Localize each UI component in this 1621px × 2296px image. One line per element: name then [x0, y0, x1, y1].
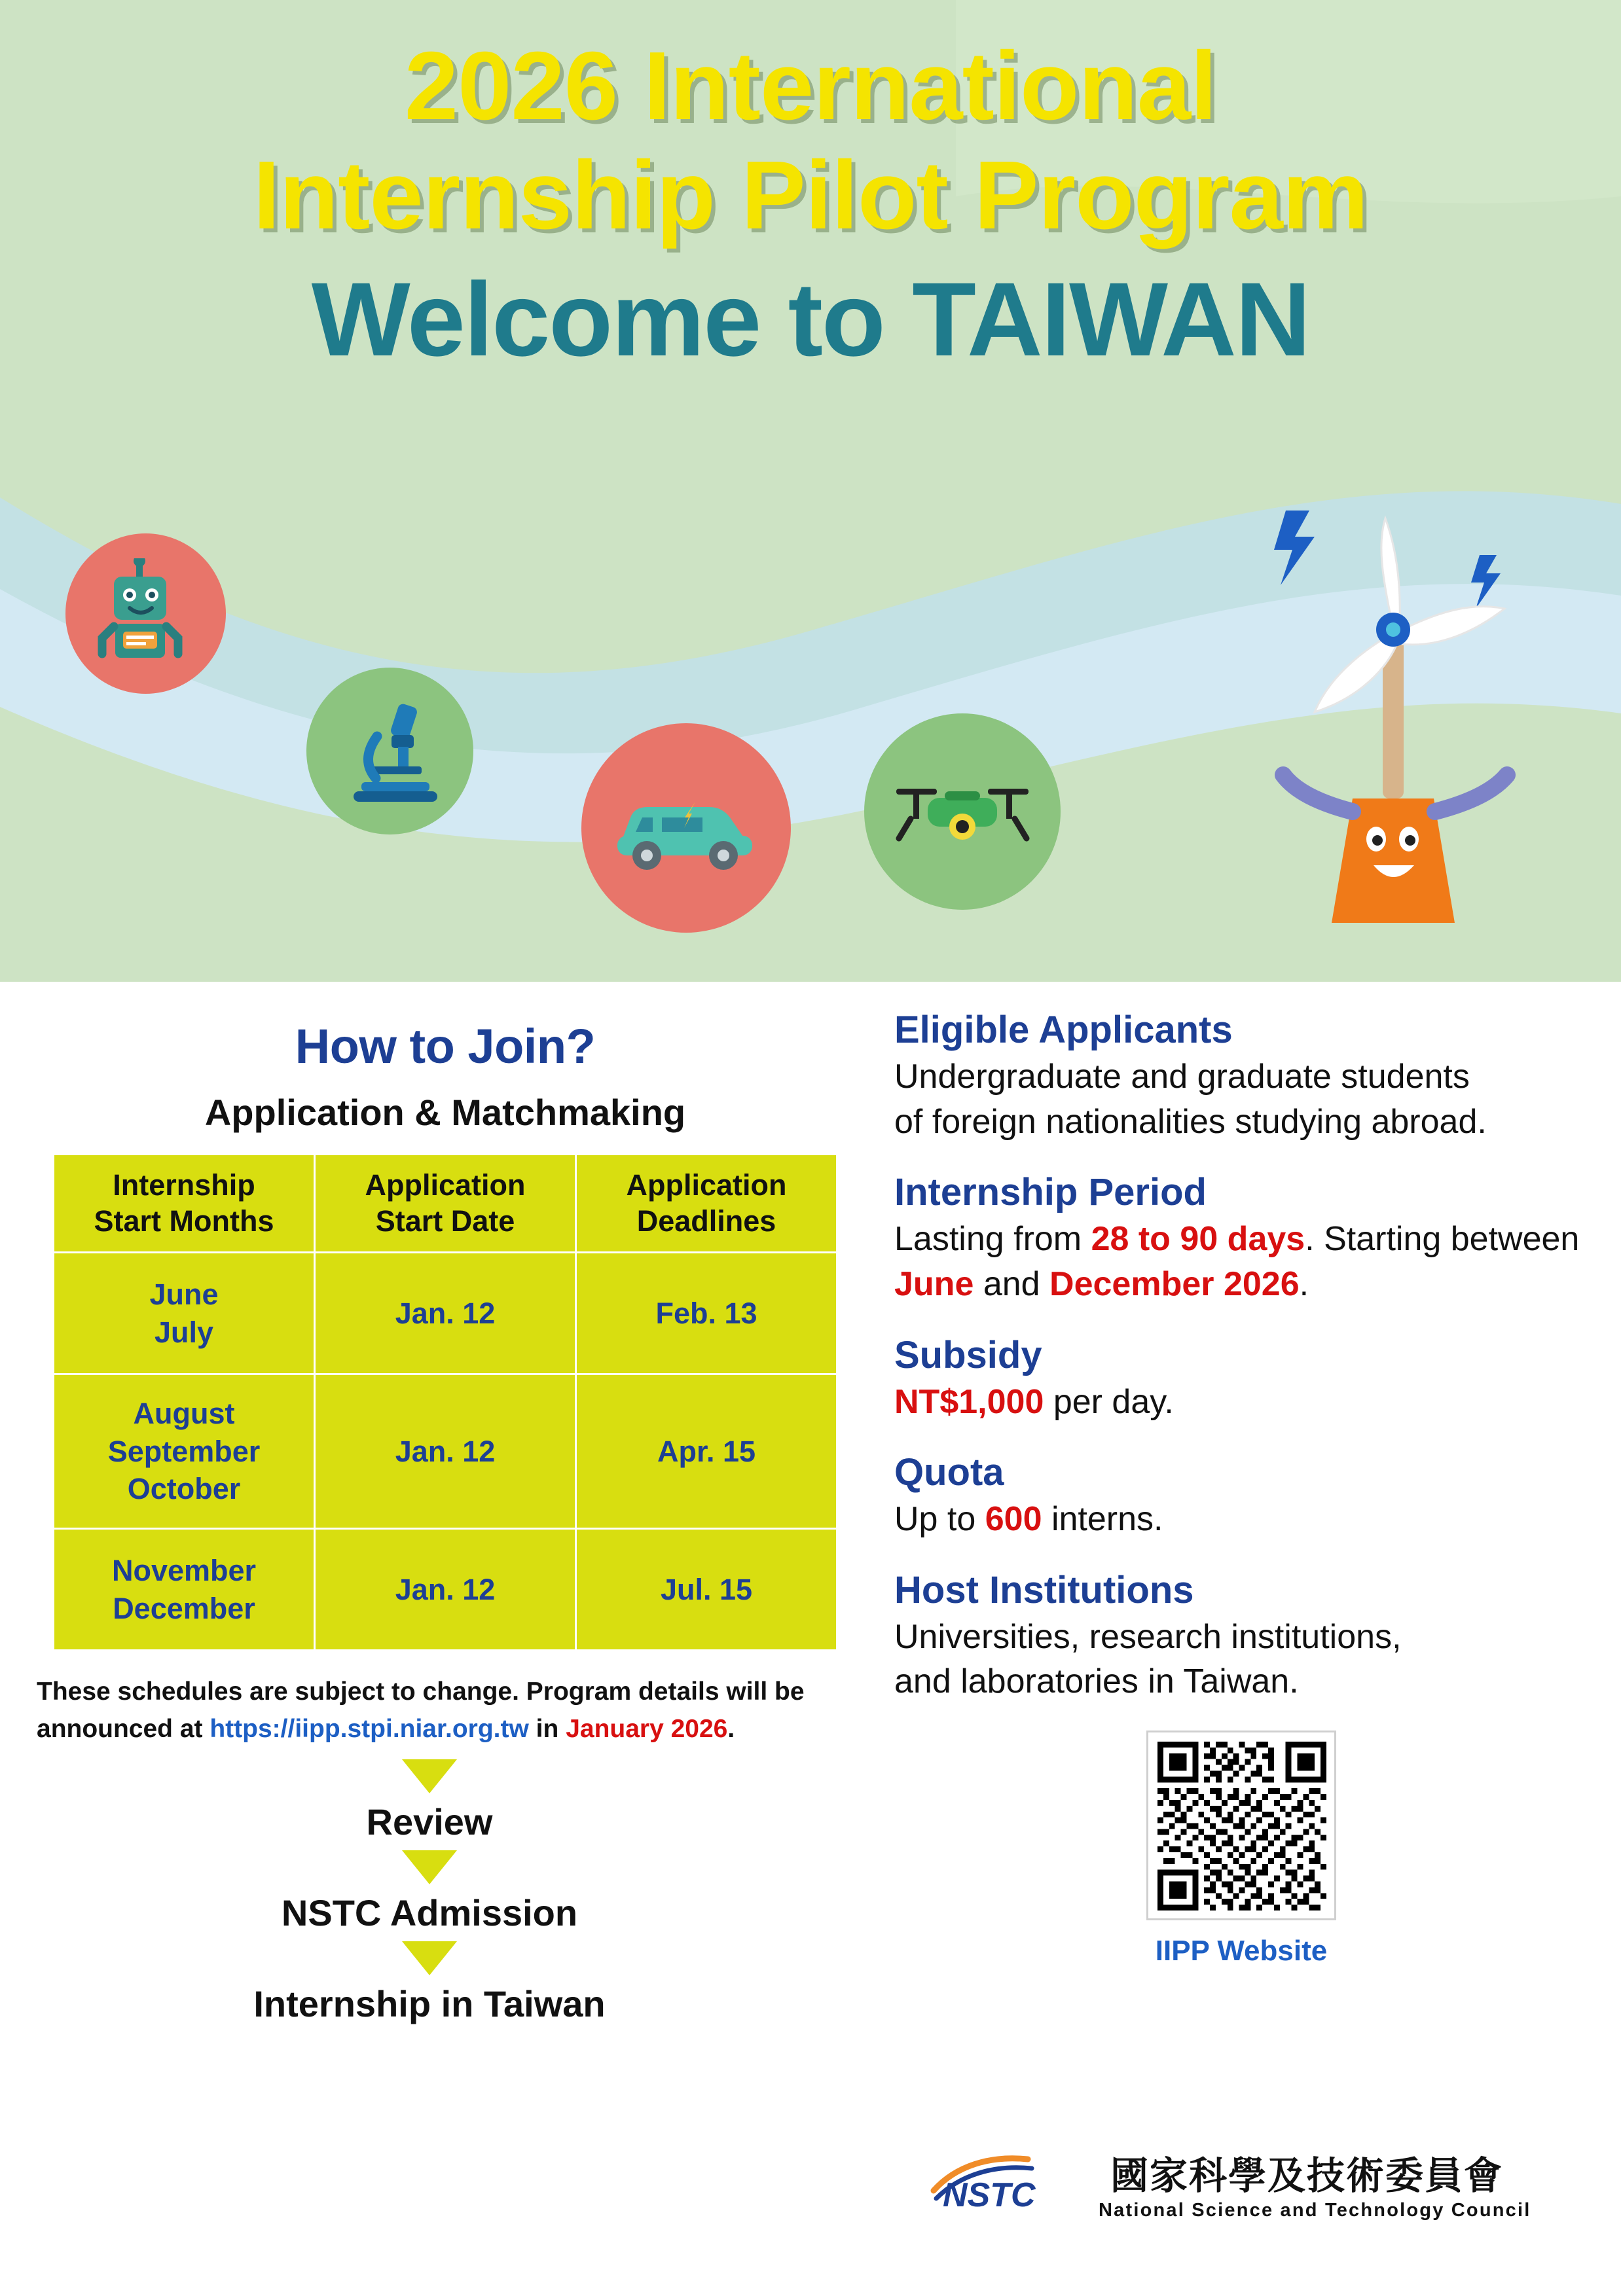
nstc-logo	[930, 2134, 1558, 2232]
cell-deadline: Apr. 15	[576, 1374, 837, 1529]
flow-step-review: Review	[366, 1801, 493, 1843]
qr-section	[894, 1731, 1588, 1967]
text-internship-period: Lasting from 28 to 90 days. Starting between June and December 2026.	[894, 1220, 1580, 1303]
microscope-icon	[306, 668, 473, 834]
heading-quota: Quota	[894, 1451, 1004, 1494]
nstc-mark-icon	[930, 2144, 1087, 2222]
title-block	[0, 31, 1621, 378]
cell-start-date: Jan. 12	[315, 1374, 576, 1529]
table-row	[54, 1529, 837, 1651]
title-line-2: Internship Pilot Program	[253, 141, 1368, 250]
left-column	[37, 1018, 854, 2026]
robot-icon	[65, 533, 226, 694]
banner-header	[0, 0, 1621, 982]
note-part3: .	[727, 1714, 735, 1743]
block-host-institutions	[894, 1568, 1588, 1704]
block-internship-period	[894, 1170, 1588, 1306]
application-matchmaking-heading: Application & Matchmaking	[204, 1092, 686, 1133]
content-area	[0, 982, 1621, 2296]
nstc-english-name: National Science and Technology Council	[1099, 2199, 1531, 2221]
heading-subsidy: Subsidy	[894, 1333, 1042, 1376]
heading-host-institutions: Host Institutions	[894, 1568, 1194, 1611]
table-row	[54, 1253, 837, 1374]
heading-eligible-applicants: Eligible Applicants	[894, 1009, 1233, 1051]
table-row	[54, 1374, 837, 1529]
electric-car-icon	[581, 723, 791, 933]
note-part2: in	[528, 1714, 566, 1743]
how-to-join-heading: How to Join?	[295, 1019, 596, 1073]
cell-months: November December	[54, 1529, 315, 1651]
cell-start-date: Jan. 12	[315, 1529, 576, 1651]
cell-months: June July	[54, 1253, 315, 1374]
arrow-down-icon	[402, 1759, 457, 1793]
text-eligible-applicants: Undergraduate and graduate students of foreign nationalities studying abroad.	[894, 1058, 1487, 1141]
wind-turbine-icon	[1254, 504, 1542, 962]
process-flow	[37, 1759, 822, 2026]
text-subsidy: NT$1,000 per day.	[894, 1382, 1174, 1421]
qr-code-icon[interactable]	[1146, 1731, 1336, 1920]
title-line-1: 2026 International	[404, 32, 1217, 140]
drone-icon	[864, 713, 1061, 910]
cell-start-date: Jan. 12	[315, 1253, 576, 1374]
arrow-down-icon	[402, 1850, 457, 1884]
nstc-chinese-name: 國家科學及技術委員會	[1110, 2154, 1504, 2197]
heading-internship-period: Internship Period	[894, 1171, 1207, 1214]
arrow-down-icon	[402, 1941, 457, 1975]
flow-step-nstc-admission: NSTC Admission	[281, 1892, 578, 1934]
note-date: January 2026	[566, 1714, 728, 1743]
th-internship-start-months: Internship Start Months	[54, 1155, 315, 1253]
svg-text:NSTC: NSTC	[943, 2176, 1036, 2214]
block-quota	[894, 1450, 1588, 1542]
cell-months: August September October	[54, 1374, 315, 1529]
cell-deadline: Jul. 15	[576, 1529, 837, 1651]
right-column	[894, 1008, 1588, 1967]
text-host-institutions: Universities, research institutions, and laboratories in Taiwan.	[894, 1617, 1402, 1701]
th-application-deadlines: Application Deadlines	[576, 1155, 837, 1253]
subtitle-welcome: Welcome to TAIWAN	[311, 260, 1310, 378]
cell-deadline: Feb. 13	[576, 1253, 837, 1374]
note-part1: These schedules are subject to change. Program details will be announced at	[37, 1677, 805, 1743]
flow-step-internship-in-taiwan: Internship in Taiwan	[253, 1983, 606, 2025]
schedule-table	[52, 1153, 838, 1651]
text-quota: Up to 600 interns.	[894, 1500, 1163, 1539]
th-application-start-date: Application Start Date	[315, 1155, 576, 1253]
table-header-row	[54, 1155, 837, 1253]
schedule-note	[37, 1674, 848, 1748]
iipp-url-link[interactable]: https://iipp.stpi.niar.org.tw	[209, 1714, 529, 1743]
block-subsidy	[894, 1333, 1588, 1425]
qr-label-iipp-website[interactable]: IIPP Website	[1155, 1935, 1328, 1967]
block-eligible-applicants	[894, 1008, 1588, 1144]
